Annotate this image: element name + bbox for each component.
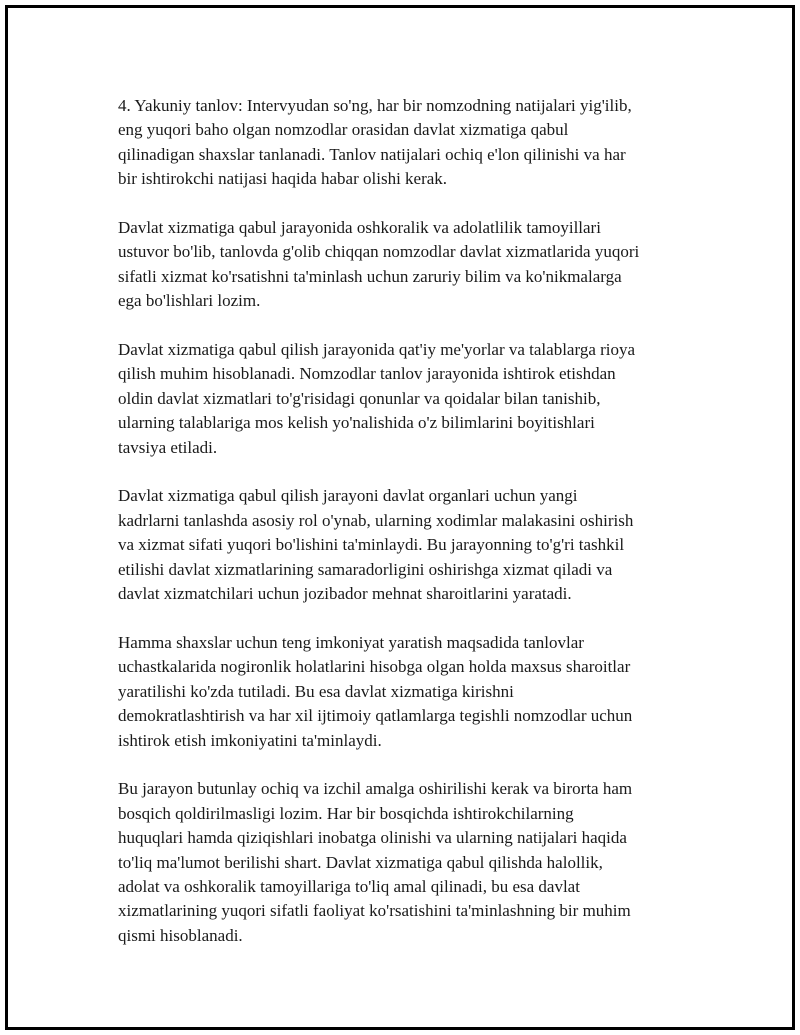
text-line: eng yuqori baho olgan nomzodlar orasidan davlat xizmatiga qabul xyxy=(118,120,569,140)
text-line: Hamma shaxslar uchun teng imkoniyat yaratish maqsadida tanlovlar xyxy=(118,632,584,652)
text-line: qismi hisoblanadi. xyxy=(118,925,243,945)
paragraph xyxy=(118,484,698,606)
text-line: demokratlashtirish va har xil ijtimoiy qatlamlarga tegishli nomzodlar uchun xyxy=(118,706,633,726)
text-line: adolat va oshkoralik tamoyillariga to'liq amal qilinadi, bu esa davlat xyxy=(118,876,580,896)
text-line: ishtirok etish imkoniyatini ta'minlaydi. xyxy=(118,730,382,750)
text-line: Bu jarayon butunlay ochiq va izchil amalga oshirilishi kerak va birorta ham xyxy=(118,779,633,799)
text-line: xizmatlarining yuqori sifatli faoliyat ko'rsatishini ta'minlashning bir muhim xyxy=(118,901,631,921)
text-line: sifatli xizmat ko'rsatishni ta'minlash uchun zaruriy bilim va ko'nikmalarga xyxy=(118,266,622,286)
text-line: bosqich qoldirilmasligi lozim. Har bir bosqichda ishtirokchilarning xyxy=(118,803,574,823)
text-line: to'liq ma'lumot berilishi shart. Davlat xizmatiga qabul qilishda halollik, xyxy=(118,852,603,872)
text-line: kadrlarni tanlashda asosiy rol o'ynab, ularning xodimlar malakasini oshirish xyxy=(118,510,634,530)
text-line: ularning talablariga mos kelish yo'nalishida o'z bilimlarini boyitishlari xyxy=(118,413,595,433)
text-line: ustuvor bo'lib, tanlovda g'olib chiqqan nomzodlar davlat xizmatlarida yuqori xyxy=(118,242,640,262)
paragraph xyxy=(118,216,698,314)
text-line: davlat xizmatchilari uchun jozibador mehnat sharoitlarini yaratadi. xyxy=(118,584,572,604)
text-line: qilish muhim hisoblanadi. Nomzodlar tanlov jarayonida ishtirok etishdan xyxy=(118,364,616,384)
document-body xyxy=(118,94,698,973)
text-line: uchastkalarida nogironlik holatlarini hisobga olgan holda maxsus sharoitlar xyxy=(118,657,631,677)
text-line: Davlat xizmatiga qabul qilish jarayoni davlat organlari uchun yangi xyxy=(118,486,578,506)
text-line: oldin davlat xizmatlari to'g'risidagi qonunlar va qoidalar bilan tanishib, xyxy=(118,388,601,408)
text-line: ega bo'lishlari lozim. xyxy=(118,291,261,311)
text-line: Davlat xizmatiga qabul qilish jarayonida qat'iy me'yorlar va talablarga rioya xyxy=(118,340,636,360)
text-line: va xizmat sifati yuqori bo'lishini ta'minlaydi. Bu jarayonning to'g'ri tashkil xyxy=(118,535,625,555)
text-line: etilishi davlat xizmatlarining samaradorligini oshirishga xizmat qiladi va xyxy=(118,559,613,579)
text-line: tavsiya etiladi. xyxy=(118,437,218,457)
paragraph xyxy=(118,94,698,192)
text-line: Davlat xizmatiga qabul jarayonida oshkoralik va adolatlilik tamoyillari xyxy=(118,218,601,238)
text-line: bir ishtirokchi natijasi haqida habar olishi kerak. xyxy=(118,169,448,189)
paragraph xyxy=(118,338,698,460)
text-line: qilinadigan shaxslar tanlanadi. Tanlov natijalari ochiq e'lon qilinishi va har xyxy=(118,144,626,164)
text-line: yaratilishi ko'zda tutiladi. Bu esa davlat xizmatiga kirishni xyxy=(118,681,514,701)
text-line: 4. Yakuniy tanlov: Intervyudan so'ng, har bir nomzodning natijalari yig'ilib, xyxy=(118,96,632,115)
paragraph xyxy=(118,631,698,753)
text-line: huquqlari hamda qiziqishlari inobatga olinishi va ularning natijalari haqida xyxy=(118,828,627,848)
paragraph xyxy=(118,777,698,948)
